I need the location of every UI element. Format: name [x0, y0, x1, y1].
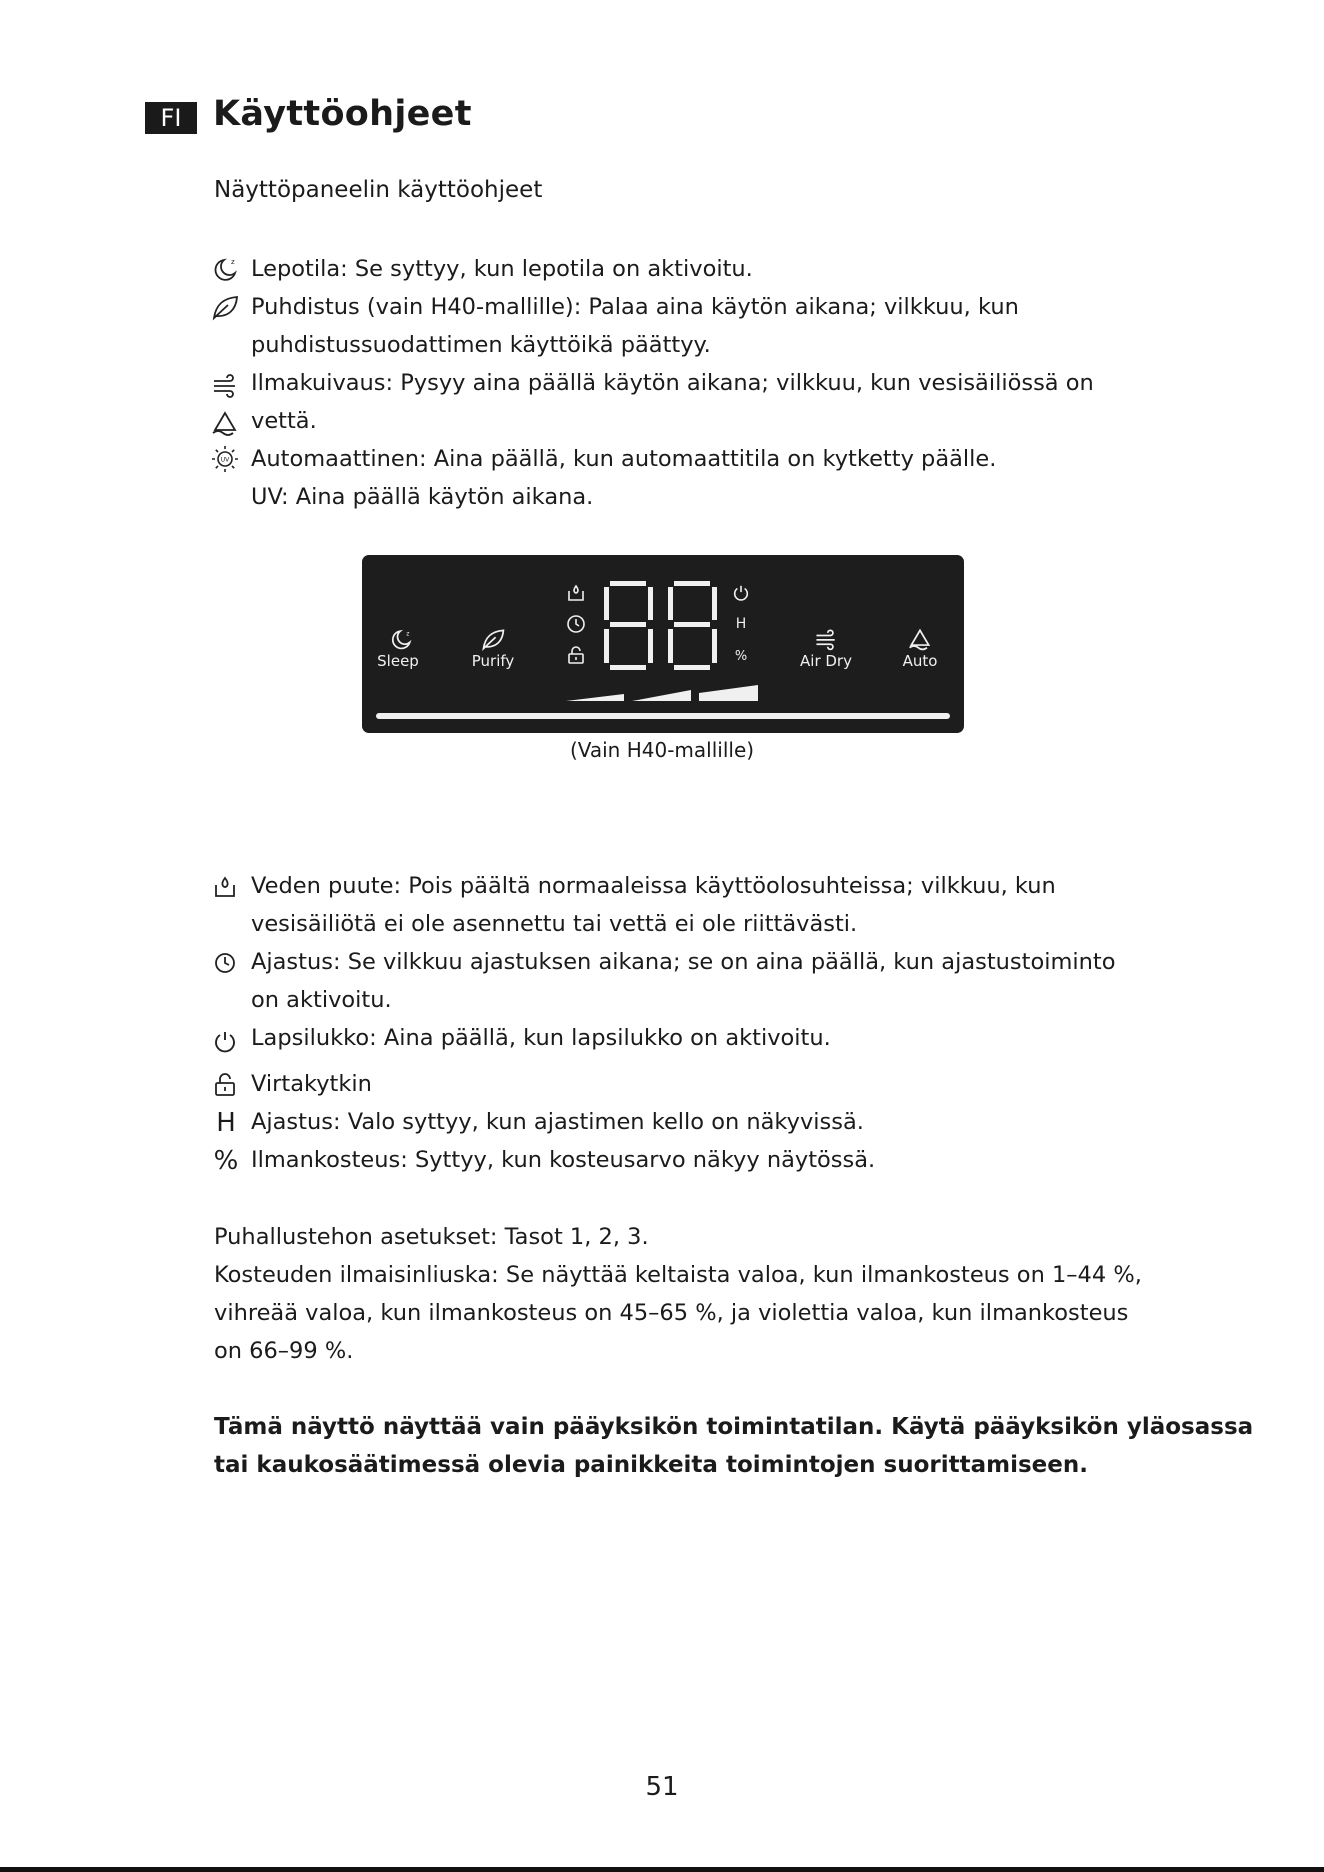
fan-level-3	[699, 685, 758, 701]
humidity-text-line-1: Kosteuden ilmaisinliuska: Se näyttää keltaista valoa, kun ilmankosteus on 1–44 %,	[214, 1262, 1142, 1288]
humidity-indicator-strip	[376, 713, 950, 719]
panel-sleep-icon	[388, 626, 414, 652]
seven-segment-display	[600, 581, 726, 671]
legend-humidity-text: Ilmankosteus: Syttyy, kun kosteusarvo näkyy näytössä.	[251, 1147, 876, 1173]
h-letter-icon: H	[216, 1108, 236, 1138]
display-panel	[362, 555, 964, 733]
panel-wind-icon	[813, 626, 839, 652]
legend-purify-text: Puhdistus (vain H40-mallille): Palaa aina käytön aikana; vilkkuu, kun	[251, 294, 1019, 320]
language-badge: FI	[145, 102, 197, 134]
wind-icon	[210, 370, 240, 400]
humidity-text-line-2: vihreää valoa, kun ilmankosteus on 45–65 %, ja violettia valoa, kun ilmankosteus	[214, 1300, 1129, 1326]
legend-h-text: Ajastus: Valo syttyy, kun ajastimen kello on näkyvissä.	[251, 1109, 864, 1135]
page-number: 51	[645, 1772, 679, 1802]
svg-text:z: z	[231, 258, 235, 266]
fan-settings-text: Puhallustehon asetukset: Tasot 1, 2, 3.	[214, 1224, 649, 1250]
panel-caption: (Vain H40-mallille)	[569, 738, 755, 762]
digit-1	[604, 581, 653, 670]
fan-level-indicator	[566, 679, 766, 703]
panel-water-icon	[566, 583, 586, 603]
panel-clock-icon	[566, 614, 586, 634]
clock-icon	[210, 948, 240, 978]
panel-sleep-label: Sleep	[377, 652, 419, 670]
legend-purify-text-cont: puhdistussuodattimen käyttöikä päättyy.	[251, 332, 711, 358]
fan-level-1	[566, 694, 624, 701]
legend-water-text-cont: vesisäiliötä ei ole asennettu tai vettä ei ole riittävästi.	[251, 911, 858, 937]
page-title: Käyttöohjeet	[213, 94, 472, 134]
fan-level-2	[632, 690, 691, 701]
power-icon	[210, 1026, 240, 1056]
legend-auto-text: Automaattinen: Aina päällä, kun automaattitila on kytketty päälle.	[251, 446, 997, 472]
lock-icon	[210, 1070, 240, 1100]
section-title: Näyttöpaneelin käyttöohjeet	[214, 177, 543, 203]
legend-uv-text: UV: Aina päällä käytön aikana.	[251, 484, 594, 510]
svg-text:z: z	[406, 630, 410, 638]
note-line-1: Tämä näyttö näyttää vain pääyksikön toimintatilan. Käytä pääyksikön yläosassa	[214, 1414, 1254, 1440]
uv-icon	[210, 444, 240, 474]
legend-timer-text-cont: on aktivoitu.	[251, 987, 392, 1013]
note-line-2: tai kaukosäätimessä olevia painikkeita toimintojen suorittamiseen.	[214, 1452, 1088, 1478]
legend-water-text: Veden puute: Pois päältä normaaleissa käyttöolosuhteissa; vilkkuu, kun	[251, 873, 1056, 899]
panel-airdry-label: Air Dry	[800, 652, 852, 670]
panel-purify-label: Purify	[471, 652, 515, 670]
panel-power-icon	[732, 584, 750, 602]
percent-icon: %	[213, 1146, 239, 1176]
legend-airdry-text: Ilmakuivaus: Pysyy aina päällä käytön aikana; vilkkuu, kun vesisäiliössä on	[251, 370, 1094, 396]
panel-h-label: H	[735, 616, 747, 632]
legend-childlock-text: Lapsilukko: Aina päällä, kun lapsilukko on aktivoitu.	[251, 1025, 831, 1051]
auto-icon	[210, 408, 240, 438]
legend-timer-text: Ajastus: Se vilkkuu ajastuksen aikana; se on aina päällä, kun ajastustoiminto	[251, 949, 1116, 975]
panel-lock-icon	[566, 645, 586, 665]
panel-leaf-icon	[480, 626, 506, 652]
digit-2	[668, 581, 717, 670]
bottom-rule	[0, 1867, 1324, 1872]
panel-auto-icon	[907, 626, 933, 652]
svg-text:UV: UV	[220, 456, 230, 464]
legend-sleep-text: Lepotila: Se syttyy, kun lepotila on aktivoitu.	[251, 256, 753, 282]
leaf-icon	[210, 292, 240, 322]
legend-powerswitch-text: Virtakytkin	[251, 1071, 372, 1097]
panel-auto-label: Auto	[902, 652, 938, 670]
sleep-icon	[210, 254, 240, 284]
water-icon	[210, 872, 240, 902]
humidity-text-line-3: on 66–99 %.	[214, 1338, 354, 1364]
panel-percent-label: %	[734, 649, 748, 664]
legend-airdry-text-cont: vettä.	[251, 408, 317, 434]
